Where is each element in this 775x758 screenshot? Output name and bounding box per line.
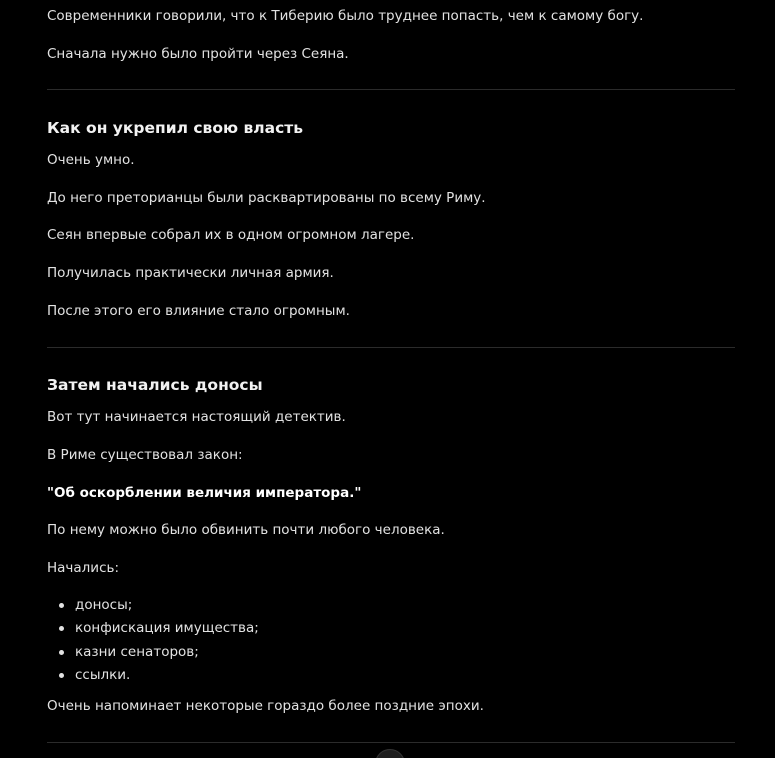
paragraph: После этого его влияние стало огромным. (47, 303, 350, 319)
list-item: казни сенаторов; (47, 642, 259, 665)
bullet-icon (59, 650, 64, 655)
bullet-icon (59, 673, 64, 678)
bullet-list (47, 595, 259, 688)
paragraph: В Риме существовал закон: (47, 447, 243, 463)
paragraph: До него преторианцы были расквартированы по всему Риму. (47, 190, 486, 206)
paragraph: Очень напоминает некоторые гораздо более поздние эпохи. (47, 698, 484, 714)
divider (47, 742, 735, 743)
list-item: доносы; (47, 595, 259, 618)
paragraph: Очень умно. (47, 152, 135, 168)
paragraph: Сначала нужно было пройти через Сеяна. (47, 46, 349, 62)
paragraph: Вот тут начинается настоящий детектив. (47, 409, 346, 425)
paragraph: По нему можно было обвинить почти любого человека. (47, 522, 445, 538)
paragraph: Получилась практически личная армия. (47, 265, 334, 281)
law-name-bold: "Об оскорблении величия императора." (47, 485, 362, 501)
paragraph: Начались: (47, 560, 120, 576)
list-item: конфискация имущества; (47, 618, 259, 641)
bullet-icon (59, 626, 64, 631)
scroll-down-button[interactable] (375, 749, 405, 758)
bullet-icon (59, 603, 64, 608)
list-item: ссылки. (47, 665, 259, 688)
paragraph: Сеян впервые собрал их в одном огромном лагере. (47, 227, 415, 243)
divider (47, 347, 735, 348)
section-heading: Затем начались доносы (47, 376, 263, 394)
divider (47, 89, 735, 90)
paragraph: Современники говорили, что к Тиберию было труднее попасть, чем к самому богу. (47, 8, 644, 24)
section-heading: Как он укрепил свою власть (47, 119, 304, 137)
